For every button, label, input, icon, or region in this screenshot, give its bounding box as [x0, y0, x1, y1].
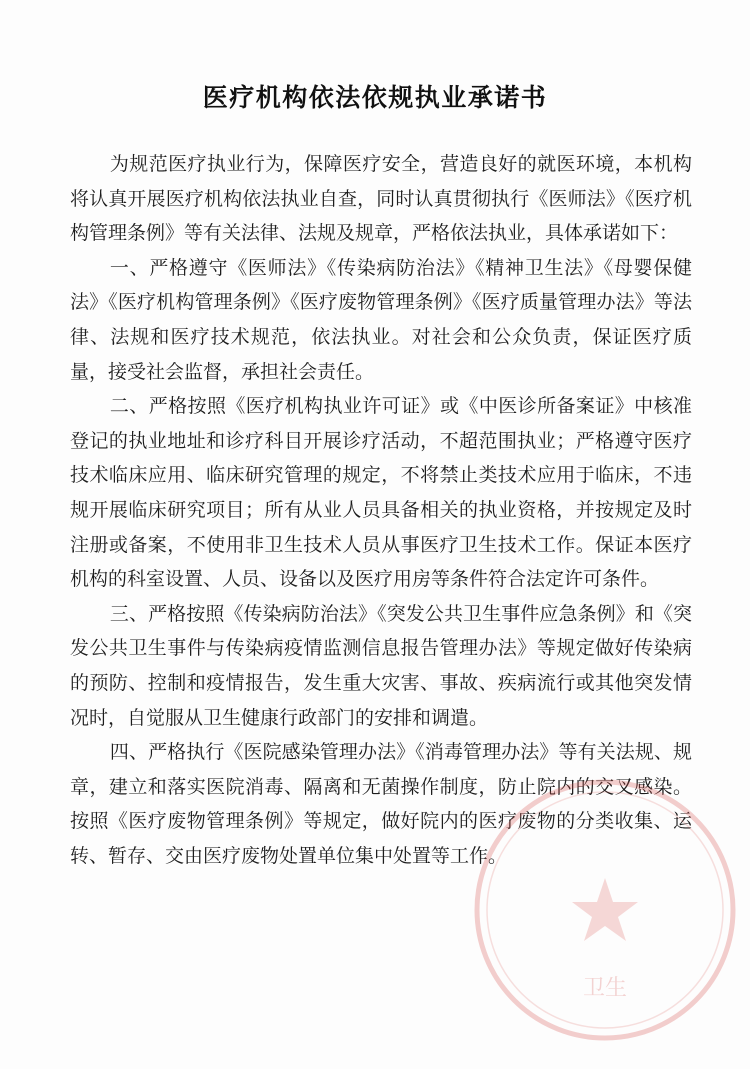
- seal-text: 卫生: [582, 976, 628, 1001]
- commitment-item-1: 一、严格遵守《医师法》《传染病防治法》《精神卫生法》《母婴保健法》《医疗机构管理条例》《医疗废物管理条例》《医疗质量管理办法》等法律、法规和医疗技术规范，依法执业。对社会和公众负责，保证医疗质量，接受社会监督，承担社会责任。: [70, 256, 692, 383]
- commitment-item-3: 三、严格按照《传染病防治法》《突发公共卫生事件应急条例》和《突发公共卫生事件与传染病疫情监测信息报告管理办法》等规定做好传染病的预防、控制和疫情报告，发生重大灾害、事故、疾病流行或其他突发情况时，自觉服从卫生健康行政部门的安排和调遣。: [70, 602, 692, 729]
- star-icon: [572, 878, 638, 941]
- document-title: 医疗机构依法依规执业承诺书: [202, 83, 548, 112]
- commitment-item-2: 二、严格按照《医疗机构执业许可证》或《中医诊所备案证》中核准登记的执业地址和诊疗科目开展诊疗活动，不超范围执业；严格遵守医疗技术临床应用、临床研究管理的规定，不将禁止类技术应用于临床，不违规开展临床研究项目；所有从业人员具备相关的执业资格，并按规定及时注册或备案，不使用非卫生技术人员从事医疗卫生技术工作。保证本医疗机构的科室设置、人员、设备以及医疗用房等条件符合法定许可条件。: [70, 395, 692, 591]
- commitment-item-4: 四、严格执行《医院感染管理办法》《消毒管理办法》等有关法规、规章，建立和落实医院消毒、隔离和无菌操作制度，防止院内的交叉感染。按照《医疗废物管理条例》等规定，做好院内的医疗废物的分类收集、运转、暂存、交由医疗废物处置单位集中处置等工作。: [70, 741, 692, 867]
- intro-paragraph: 为规范医疗执业行为，保障医疗安全，营造良好的就医环境，本机构将认真开展医疗机构依法执业自查，同时认真贯彻执行《医师法》《医疗机构管理条例》等有关法律、法规及规章，严格依法执业，具体承诺如下：: [70, 153, 692, 245]
- document-body: [70, 147, 692, 873]
